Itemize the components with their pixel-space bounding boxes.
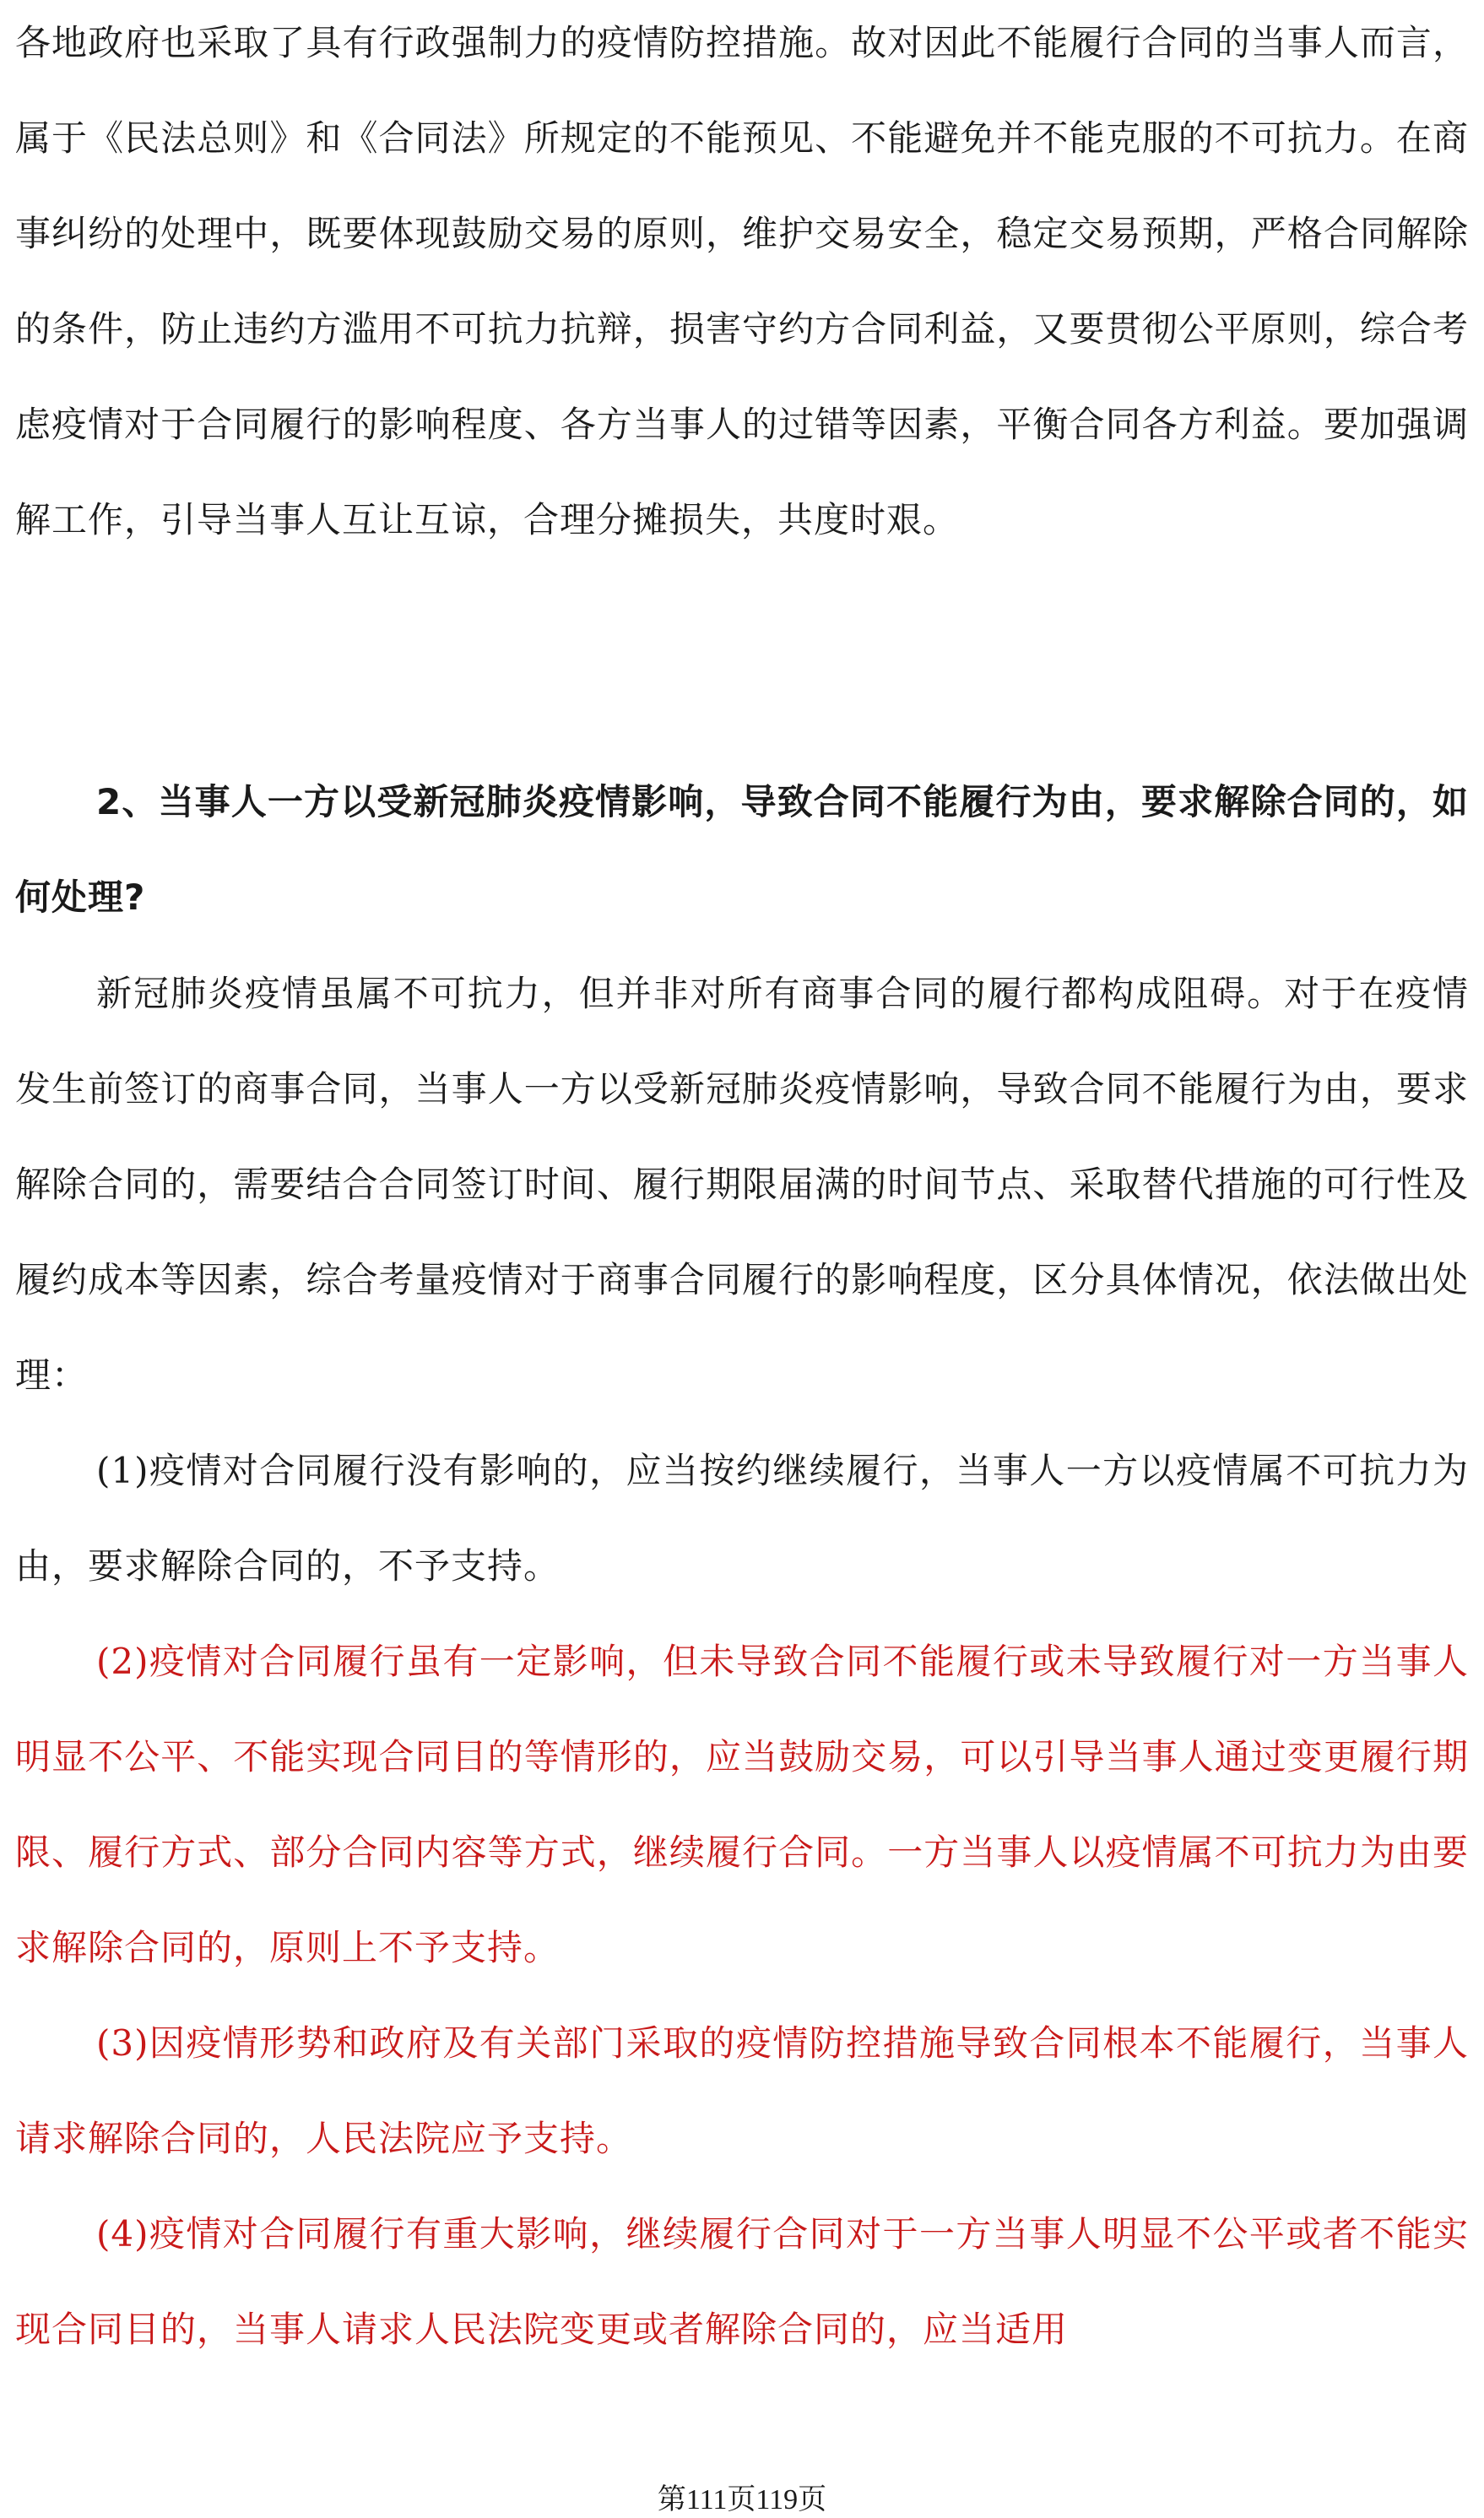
answer-intro-paragraph: 新冠肺炎疫情虽属不可抗力，但并非对所有商事合同的履行都构成阻碍。对于在疫情发生前签订的商事合同，当事人一方以受新冠肺炎疫情影响，导致合同不能履行为由，要求解除合同的，需要结合合同签订时间、履行期限届满的时间节点、采取替代措施的可行性及履约成本等因素，综合考量疫情对于商事合同履行的影响程度，区分具体情况，依法做出处理： [15,973,1469,1396]
list-item-1: (1)疫情对合同履行没有影响的，应当按约继续履行，当事人一方以疫情属不可抗力为由，要求解除合同的，不予支持。 [15,1450,1469,1587]
question-heading: 2、当事人一方以受新冠肺炎疫情影响，导致合同不能履行为由，要求解除合同的，如何处理? [15,781,1469,918]
list-item-4: (4)疫情对合同履行有重大影响，继续履行合同对于一方当事人明显不公平或者不能实现合同目的，当事人请求人民法院变更或者解除合同的，应当适用 [15,2213,1469,2350]
continued-paragraph: 各地政府也采取了具有行政强制力的疫情防控措施。故对因此不能履行合同的当事人而言，属于《民法总则》和《合同法》所规定的不能预见、不能避免并不能克服的不可抗力。在商事纠纷的处理中，既要体现鼓励交易的原则，维护交易安全，稳定交易预期，严格合同解除的条件，防止违约方滥用不可抗力抗辩，损害守约方合同利益，又要贯彻公平原则，综合考虑疫情对于合同履行的影响程度、各方当事人的过错等因素，平衡合同各方利益。要加强调解工作，引导当事人互让互谅，合理分摊损失，共度时艰。 [15,22,1469,540]
list-item-3: (3)因疫情形势和政府及有关部门采取的疫情防控措施导致合同根本不能履行，当事人请求解除合同的，人民法院应予支持。 [15,2022,1469,2159]
list-item-2: (2)疫情对合同履行虽有一定影响，但未导致合同不能履行或未导致履行对一方当事人明显不公平、不能实现合同目的等情形的，应当鼓励交易，可以引导当事人通过变更履行期限、履行方式、部分合同内容等方式，继续履行合同。一方当事人以疫情属不可抗力为由要求解除合同的，原则上不予支持。 [15,1641,1469,1968]
document-page [15,0,1469,2518]
answer-body [15,946,1469,2377]
page-number-footer: 第111页119页 [657,2484,827,2515]
